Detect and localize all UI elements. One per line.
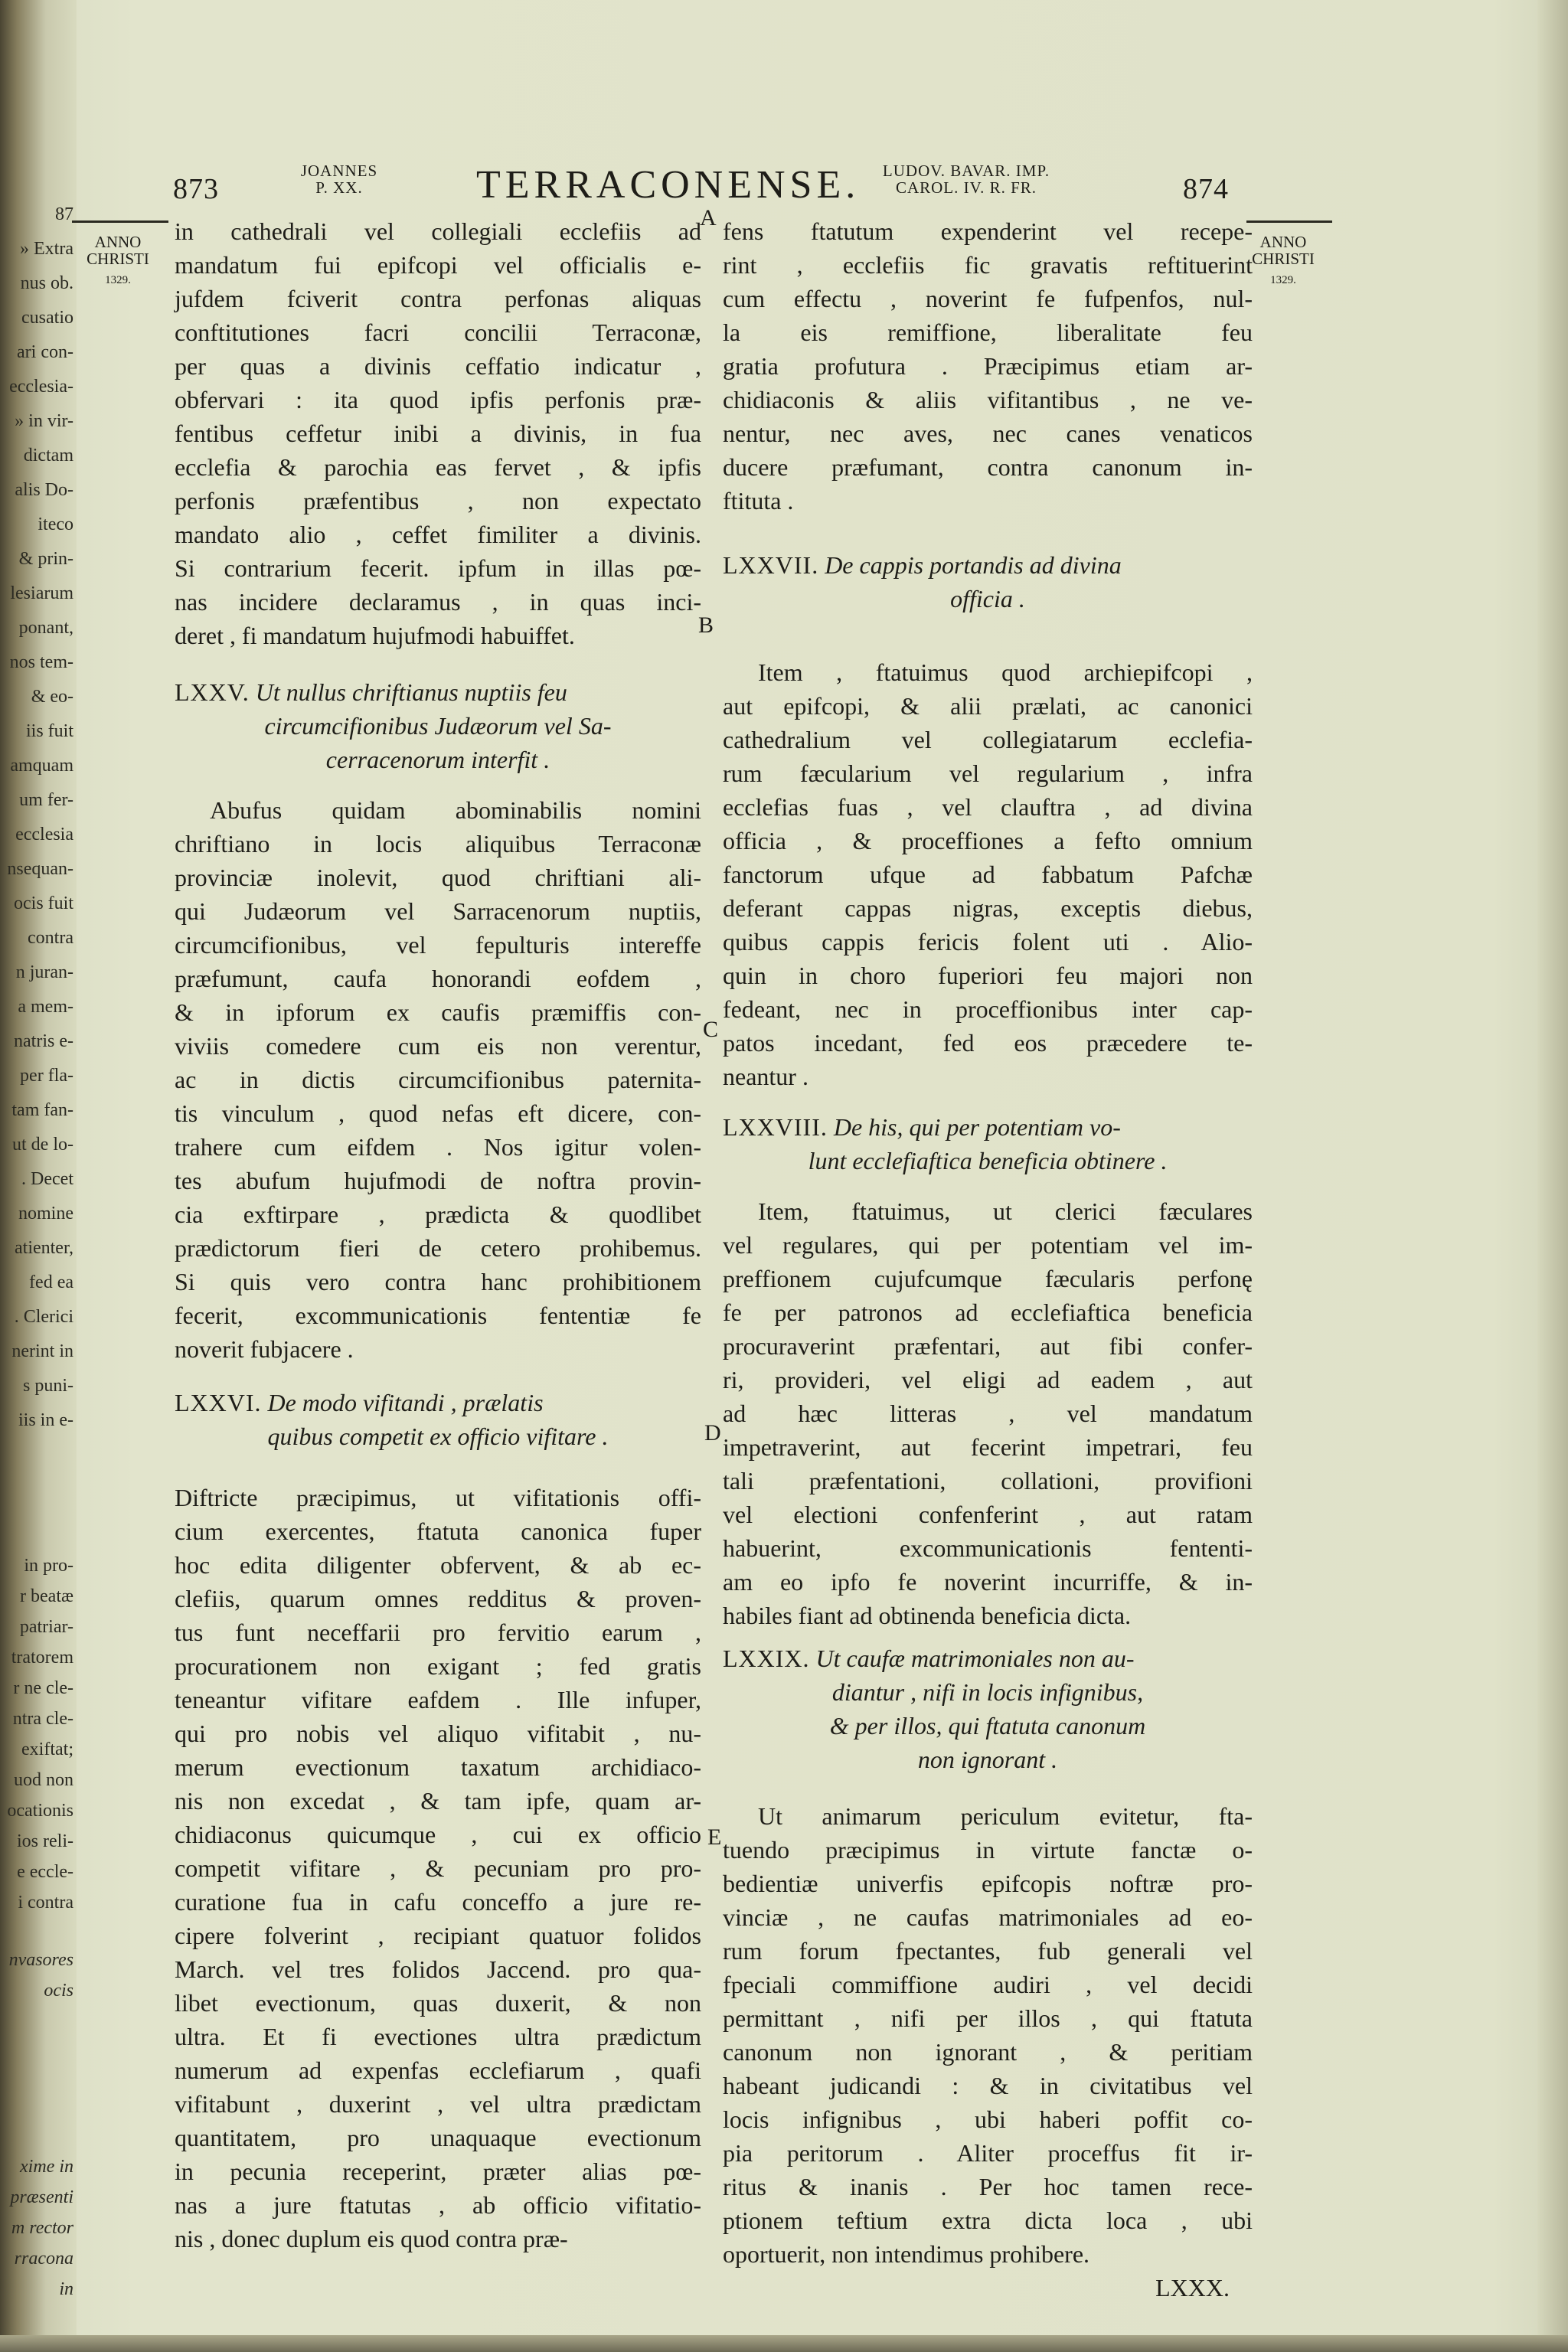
- paragraph-lxxvii-line: quin in choro fuperiori feu majori non: [723, 962, 1253, 989]
- paragraph-lxxvi-line: qui pro nobis vel aliquo vifitabit , nu-: [175, 1720, 701, 1747]
- paragraph-lxxv-line: Abufus quidam abominabilis nomini: [210, 796, 701, 824]
- paragraph-continued-line: rint , ecclefiis fic gravatis reftituerint: [723, 251, 1253, 279]
- paragraph-continued-line: nas incidere declaramus , in quas inci-: [175, 588, 701, 616]
- paragraph-lxxviii-line: habiles fiant ad obtinenda beneficia dicta.: [723, 1602, 1132, 1629]
- margin-fragment: lesiarum: [10, 583, 74, 603]
- margin-letter-c: C: [703, 1017, 719, 1042]
- paragraph-continued-line: deret , fi mandatum hujufmodi habuiffet.: [175, 622, 575, 649]
- anno-christi-right: [1245, 234, 1321, 289]
- heading-lxxvii-number: LXXVII.: [723, 551, 819, 579]
- anno-label: ANNO: [94, 233, 142, 251]
- heading-lxxix-line: [723, 1709, 1253, 1743]
- paragraph-lxxix-line: pia peritorum . Aliter proceffus fit ir-: [723, 2139, 1253, 2167]
- paragraph-lxxvi-line: merum evectionum taxatum archidiaco-: [175, 1753, 701, 1781]
- margin-fragment: n juran-: [15, 962, 74, 982]
- margin-fragment: tratorem: [11, 1648, 74, 1668]
- paragraph-lxxvii-line: fedeant, nec in proceffionibus inter cap-: [723, 995, 1253, 1023]
- paragraph-lxxvi-line: numerum ad expenfas ecclefiarum , quafi: [175, 2056, 701, 2084]
- paragraph-lxxvi-line: teneantur vifitare eafdem . Ille infuper,: [175, 1686, 701, 1713]
- margin-fragment: uod non: [14, 1770, 74, 1790]
- margin-fragment: iis in e-: [18, 1410, 74, 1430]
- heading-lxxvi-line: [175, 1419, 701, 1453]
- paragraph-lxxv-line: chriftiano in locis aliquibus Terraconæ: [175, 830, 701, 858]
- margin-fragment: » in vir-: [15, 411, 74, 431]
- margin-fragment: tam fan-: [11, 1100, 74, 1120]
- paragraph-continued-line: la eis remiffione, liberalitate feu: [723, 318, 1253, 346]
- paragraph-lxxv-line: noverit fubjacere .: [175, 1335, 354, 1363]
- margin-fragment: r beatæ: [20, 1586, 74, 1606]
- paragraph-lxxvi-line: cium exercentes, ftatuta canonica fuper: [175, 1517, 701, 1545]
- paragraph-lxxix-line: fpeciali commiffione audiri , vel decidi: [723, 1971, 1253, 1998]
- margin-fragment: & prin-: [18, 549, 74, 569]
- paragraph-lxxvii-line: rum fæcularium vel regularium , infra: [723, 760, 1253, 787]
- catchword: LXXX.: [1155, 2274, 1230, 2301]
- paragraph-lxxix-line: Ut animarum periculum evitetur, fta-: [758, 1802, 1253, 1830]
- heading-lxxix-number: LXXIX.: [723, 1645, 810, 1672]
- header-carol: CAROL. IV. R. FR.: [895, 178, 1037, 197]
- margin-letter-d: D: [704, 1420, 721, 1446]
- heading-lxxvi-line: [175, 1386, 701, 1419]
- margin-fragment: . Clerici: [14, 1307, 74, 1327]
- paragraph-continued-line: ecclefia & parochia eas fervet , & ipfis: [175, 453, 701, 481]
- paragraph-continued-line: obfervari : ita quod ipfis perfonis præ-: [175, 386, 701, 413]
- header-ludov: LUDOV. BAVAR. IMP.: [882, 162, 1050, 180]
- running-title: TERRACONENSE.: [476, 163, 861, 207]
- margin-fragment: cusatio: [21, 308, 74, 328]
- margin-fragment: ios reli-: [17, 1831, 74, 1851]
- paragraph-lxxvi-line: Diftricte præcipimus, ut vifitationis offi-: [175, 1484, 701, 1511]
- paragraph-continued-line: fentibus ceffetur inibi a divinis, in fua: [175, 420, 701, 447]
- anno-christi-left: [80, 234, 156, 289]
- spacer: [723, 1776, 1253, 1799]
- paragraph-continued-line: nentur, nec aves, nec canes venaticos: [723, 420, 1253, 447]
- margin-fragment: 87: [55, 204, 74, 224]
- previous-page-margin-italic: [0, 1945, 74, 2006]
- margin-letter-a: A: [700, 205, 717, 230]
- paragraph-lxxvi-line: cipere folverint , recipiant quatuor folidos: [175, 1922, 701, 1949]
- anno-year: 1329.: [105, 274, 131, 286]
- margin-fragment: ecclesia: [15, 825, 74, 844]
- heading-lxxv-title: circumcifionibus Judæorum vel Sa-: [264, 712, 612, 740]
- margin-fragment: nerint in: [11, 1341, 74, 1361]
- paragraph-continued-line: gratia profutura . Præcipimus etiam ar-: [723, 352, 1253, 380]
- header-joannes: JOANNES: [300, 162, 378, 180]
- paragraph-lxxv-line: tes abufum hujufmodi de noftra provin-: [175, 1167, 701, 1194]
- margin-fragment: nos tem-: [9, 652, 74, 672]
- paragraph-continued-line: per quas a divinis ceffatio indicatur ,: [175, 352, 701, 380]
- margin-fragment: in: [59, 2279, 74, 2299]
- paragraph-lxxv-line: provinciæ inolevit, quod chriftiani ali-: [175, 864, 701, 891]
- left-column: [175, 214, 701, 2256]
- heading-lxxviii-line: [723, 1144, 1253, 1178]
- previous-page-margin-lower: [0, 1550, 74, 1918]
- paragraph-lxxvi-line: March. vel tres folidos Jaccend. pro qua-: [175, 1955, 701, 1983]
- margin-fragment: natris e-: [14, 1031, 74, 1051]
- paragraph-lxxvii-line: ecclefias fuas , vel clauftra , ad divina: [723, 793, 1253, 821]
- heading-lxxix-title: diantur , nifi in locis infignibus,: [831, 1678, 1144, 1706]
- heading-lxxv-line: [175, 675, 701, 709]
- page-number-left: 873: [173, 173, 219, 205]
- heading-lxxvii-title: officia .: [950, 585, 1025, 612]
- paragraph-continued-line: ftituta .: [723, 487, 794, 514]
- heading-lxxix-line: [723, 1675, 1253, 1709]
- paragraph-continued-line: in cathedrali vel collegiali ecclefiis ad: [175, 217, 701, 245]
- heading-lxxvi-title: De modo vifitandi , prælatis: [267, 1389, 544, 1416]
- paragraph-lxxvi-line: nas a jure ftatutas , ab officio vifitatio-: [175, 2191, 701, 2219]
- paragraph-lxxix-line: vinciæ , ne caufas matrimoniales ad eo-: [723, 1903, 1253, 1931]
- paragraph-lxxvi-line: clefiis, quarum omnes redditus & proven-: [175, 1585, 701, 1612]
- paragraph-continued-line: fens ftatutum expenderint vel recepe-: [723, 217, 1253, 245]
- margin-fragment: patriar-: [19, 1617, 74, 1637]
- paragraph-lxxviii-line: vel regulares, qui per potentiam vel im-: [723, 1231, 1253, 1259]
- paragraph-lxxviii-line: ad hæc litteras , vel mandatum: [723, 1400, 1253, 1427]
- paragraph-continued-line: jufdem fciverit contra perfonas aliquas: [175, 285, 701, 312]
- margin-fragment: nomine: [18, 1204, 74, 1223]
- paragraph-lxxv-line: prædictorum fieri de cetero prohibemus.: [175, 1234, 701, 1262]
- paragraph-lxxviii-line: Item, ftatuimus, ut clerici fæculares: [758, 1197, 1253, 1225]
- margin-fragment: um fer-: [19, 790, 74, 810]
- page-edge: [1537, 0, 1568, 2352]
- margin-fragment: ecclesia-: [9, 377, 74, 397]
- heading-lxxv-title: Ut nullus chriftianus nuptiis feu: [255, 678, 567, 706]
- heading-lxxviii-title: lunt ecclefiaftica beneficia obtinere .: [808, 1147, 1168, 1174]
- paragraph-lxxvi-line: ultra. Et fi evectiones ultra prædictum: [175, 2023, 701, 2050]
- paragraph-lxxvii-line: fanctorum ufque ad fabbatum Pafchæ: [723, 861, 1253, 888]
- paragraph-lxxix-line: locis infignibus , ubi haberi poffit co-: [723, 2105, 1253, 2133]
- paragraph-lxxv-line: fecerit, excommunicationis fententiæ fe: [175, 1302, 701, 1329]
- margin-fragment: ut de lo-: [12, 1135, 74, 1155]
- paragraph-lxxvi-line: in pecunia receperint, præter alias pœ-: [175, 2158, 701, 2185]
- paragraph-lxxvi-line: tus funt neceffarii pro fervitio earum ,: [175, 1619, 701, 1646]
- paragraph-lxxix-line: ptionem teftium extra dicta loca , ubi: [723, 2207, 1253, 2234]
- paragraph-lxxvi-line: nis , donec duplum eis quod contra præ-: [175, 2225, 568, 2252]
- paragraph-lxxv-line: præfumunt, caufa honorandi eofdem ,: [175, 965, 701, 992]
- paragraph-lxxv-line: viviis comedere cum eis non verentur,: [175, 1032, 701, 1060]
- previous-page-margin-bottom: [0, 2151, 74, 2305]
- margin-fragment: præsenti: [10, 2187, 74, 2207]
- margin-fragment: iis fuit: [25, 721, 74, 741]
- paragraph-lxxvi-line: competit vifitare , & pecuniam pro pro-: [175, 1854, 701, 1882]
- previous-page-margin-upper: [0, 198, 74, 1438]
- paragraph-continued-line: Si contrarium fecerit. ipfum in illas pœ-: [175, 554, 701, 582]
- paragraph-lxxviii-line: ri, provideri, vel eligi ad eadem , aut: [723, 1366, 1253, 1393]
- page-number-right: 874: [1183, 173, 1229, 205]
- paragraph-lxxv-line: trahere cum eifdem . Nos igitur volen-: [175, 1133, 701, 1161]
- margin-fragment: exiftat;: [21, 1740, 74, 1759]
- paragraph-lxxv-line: ac in dictis circumcifionibus paternita-: [175, 1066, 701, 1093]
- margin-letter-e: E: [707, 1824, 722, 1850]
- paragraph-lxxvii-line: deferant cappas nigras, exceptis diebus,: [723, 894, 1253, 922]
- heading-lxxv-line: [175, 709, 701, 743]
- margin-fragment: e eccle-: [17, 1862, 74, 1882]
- header-pope-number: P. XX.: [315, 178, 363, 197]
- paragraph-lxxviii-line: tali præfentationi, collationi, provifioni: [723, 1467, 1253, 1494]
- spacer: [175, 776, 701, 793]
- heading-lxxix-line: [723, 1642, 1253, 1675]
- paragraph-lxxvii-line: quibus cappis fericis folent uti . Alio-: [723, 928, 1253, 956]
- header-pope: [297, 162, 381, 196]
- paragraph-lxxv-line: & in ipforum ex caufis præmiffis con-: [175, 998, 701, 1026]
- heading-lxxvii-line: [723, 548, 1253, 582]
- paragraph-lxxviii-line: fe per patronos ad ecclefiaftica beneficia: [723, 1298, 1253, 1326]
- paragraph-lxxvi-line: chidiaconus quicumque , cui ex officio: [175, 1821, 701, 1848]
- margin-fragment: nsequan-: [7, 859, 74, 879]
- paragraph-lxxvi-line: quantitatem, pro unaquaque evectionum: [175, 2124, 701, 2151]
- spacer: [175, 1366, 701, 1386]
- margin-fragment: i contra: [18, 1893, 74, 1913]
- paragraph-lxxix-line: tuendo præcipimus in virtute fanctæ o-: [723, 1836, 1253, 1864]
- heading-lxxviii-title: De his, qui per potentiam vo-: [833, 1113, 1121, 1141]
- margin-fragment: nus ob.: [20, 273, 74, 293]
- heading-lxxviii-line: [723, 1110, 1253, 1144]
- margin-fragment: amquam: [10, 756, 74, 776]
- paragraph-lxxix-line: canonum non ignorant , & peritiam: [723, 2038, 1253, 2066]
- paragraph-lxxvii-line: Item , ftatuimus quod archiepifcopi ,: [758, 658, 1253, 686]
- margin-fragment: iteco: [38, 514, 74, 534]
- margin-fragment: atienter,: [15, 1238, 74, 1258]
- paragraph-continued-line: perfonis præfentibus , non expectato: [175, 487, 701, 514]
- right-column: [723, 214, 1253, 2305]
- paragraph-lxxix-line: oportuerit, non intendimus prohibere.: [723, 2240, 1090, 2268]
- margin-fragment: ponant,: [18, 618, 74, 638]
- paragraph-lxxvii-line: cathedralium vel collegiatarum ecclefia-: [723, 726, 1253, 753]
- paragraph-lxxix-line: bedientiæ univerfis epifcopis noftræ pro-: [723, 1870, 1253, 1897]
- heading-lxxix-title: non ignorant .: [917, 1746, 1058, 1773]
- margin-fragment: xime in: [20, 2157, 74, 2177]
- margin-fragment: nvasores: [8, 1950, 74, 1970]
- paragraph-lxxviii-line: am eo ipfo fe noverint incurriffe, & in-: [723, 1568, 1253, 1596]
- spacer: [723, 1093, 1253, 1110]
- paragraph-lxxviii-line: procuraverint præfentari, aut fibi confer-: [723, 1332, 1253, 1360]
- paragraph-continued-line: conftitutiones facri concilii Terraconæ,: [175, 318, 701, 346]
- paragraph-lxxv-line: cia exftirpare , prædicta & quodlibet: [175, 1200, 701, 1228]
- paragraph-lxxv-line: tis vinculum , quod nefas eft dicere, con-: [175, 1099, 701, 1127]
- heading-lxxv-line: [175, 743, 701, 776]
- spacer: [175, 1453, 701, 1481]
- margin-fragment: ari con-: [17, 342, 74, 362]
- margin-fragment: in pro-: [24, 1556, 74, 1576]
- paragraph-lxxviii-line: habuerint, excommunicationis fententi-: [723, 1534, 1253, 1562]
- right-rule: [1246, 220, 1332, 223]
- margin-fragment: per fla-: [20, 1066, 74, 1086]
- margin-fragment: fed ea: [29, 1272, 74, 1292]
- paragraph-lxxvii-line: aut epifcopi, & alii prælati, ac canonici: [723, 692, 1253, 720]
- christi-label: CHRISTI: [1252, 250, 1315, 268]
- paragraph-continued-line: cum effectu , noverint fe fufpenfos, nul-: [723, 285, 1253, 312]
- anno-label: ANNO: [1259, 233, 1307, 251]
- paragraph-lxxviii-line: impetraverint, aut fecerint impetrari, feu: [723, 1433, 1253, 1461]
- margin-fragment: s puni-: [23, 1376, 74, 1396]
- paragraph-lxxv-line: circumcifionibus, vel fepulturis intereffe: [175, 931, 701, 959]
- heading-lxxvii-title: De cappis portandis ad divina: [825, 551, 1122, 579]
- spacer: [723, 1632, 1253, 1642]
- margin-fragment: » Extra: [20, 239, 74, 259]
- heading-lxxvi-number: LXXVI.: [175, 1389, 262, 1416]
- margin-fragment: contra: [28, 928, 74, 948]
- margin-fragment: . Decet: [21, 1169, 74, 1189]
- paragraph-lxxviii-line: vel electioni confenferint , aut ratam: [723, 1501, 1253, 1528]
- paragraph-lxxix-line: habeant judicandi : & in civitatibus vel: [723, 2072, 1253, 2099]
- margin-fragment: ocis: [44, 1981, 74, 2001]
- spacer: [723, 616, 1253, 655]
- paragraph-lxxvi-line: hoc edita diligenter obfervent, & ab ec-: [175, 1551, 701, 1579]
- paragraph-continued-line: chidiaconis & aliis vifitantibus , ne ve-: [723, 386, 1253, 413]
- paragraph-lxxvi-line: procurationem non exigant ; fed gratis: [175, 1652, 701, 1680]
- paragraph-lxxvi-line: vifitabunt , duxerint , vel ultra prædictam: [175, 2090, 701, 2118]
- anno-year: 1329.: [1270, 274, 1296, 286]
- heading-lxxix-title: & per illos, qui ftatuta canonum: [829, 1712, 1146, 1740]
- heading-lxxvii-line: [723, 582, 1253, 616]
- paragraph-continued-line: mandato alio , ceffet fimiliter a divinis.: [175, 521, 701, 548]
- paragraph-lxxvii-line: neantur .: [723, 1063, 808, 1090]
- heading-lxxix-title: Ut caufæ matrimoniales non au-: [815, 1645, 1135, 1672]
- header-rulers: [867, 162, 1066, 196]
- spacer: [723, 518, 1253, 548]
- spacer: [723, 1178, 1253, 1194]
- heading-lxxix-line: [723, 1743, 1253, 1776]
- paragraph-lxxvi-line: nis non excedat , & tam ipfe, quam ar-: [175, 1787, 701, 1815]
- heading-lxxv-number: LXXV.: [175, 678, 250, 706]
- spacer: [175, 652, 701, 675]
- heading-lxxvi-title: quibus competit ex officio vifitare .: [267, 1423, 609, 1450]
- paragraph-lxxvii-line: officia , & proceffiones a fefto omnium: [723, 827, 1253, 854]
- page-bottom-edge: [0, 2335, 1568, 2352]
- margin-fragment: alis Do-: [15, 480, 74, 500]
- margin-fragment: a mem-: [18, 997, 74, 1017]
- paragraph-lxxvi-line: curatione fua in cafu conceffo a jure re-: [175, 1888, 701, 1916]
- margin-letter-b: B: [698, 612, 714, 638]
- paragraph-continued-line: ducere præfumant, contra canonum in-: [723, 453, 1253, 481]
- paragraph-lxxix-line: permittant , nifi per illos , qui ftatuta: [723, 2004, 1253, 2032]
- margin-fragment: dictam: [23, 446, 74, 466]
- margin-fragment: ocis fuit: [14, 893, 74, 913]
- margin-fragment: m rector: [11, 2218, 74, 2238]
- paragraph-lxxix-line: ritus & inanis . Per hoc tamen rece-: [723, 2173, 1253, 2200]
- margin-fragment: ocationis: [7, 1801, 74, 1821]
- paragraph-lxxv-line: Si quis vero contra hanc prohibitionem: [175, 1268, 701, 1295]
- heading-lxxviii-number: LXXVIII.: [723, 1113, 828, 1141]
- paragraph-lxxv-line: qui Judæorum vel Sarracenorum nuptiis,: [175, 897, 701, 925]
- margin-fragment: rracona: [14, 2249, 74, 2269]
- left-rule: [72, 220, 168, 223]
- paragraph-lxxvii-line: patos incedant, fed eos præcedere te-: [723, 1029, 1253, 1057]
- paragraph-lxxviii-line: preffionem cujufcumque fæcularis perfonę: [723, 1265, 1253, 1292]
- heading-lxxv-title: cerracenorum interfit .: [325, 746, 550, 773]
- paragraph-continued-line: mandatum fui epifcopi vel officialis e-: [175, 251, 701, 279]
- margin-fragment: ntra cle-: [12, 1709, 74, 1729]
- paragraph-lxxvi-line: libet evectionum, quas duxerit, & non: [175, 1989, 701, 2017]
- christi-label: CHRISTI: [87, 250, 149, 268]
- paragraph-lxxix-line: rum forum fpectantes, fub generali vel: [723, 1937, 1253, 1965]
- margin-fragment: r ne cle-: [13, 1678, 74, 1698]
- margin-fragment: & eo-: [31, 687, 74, 707]
